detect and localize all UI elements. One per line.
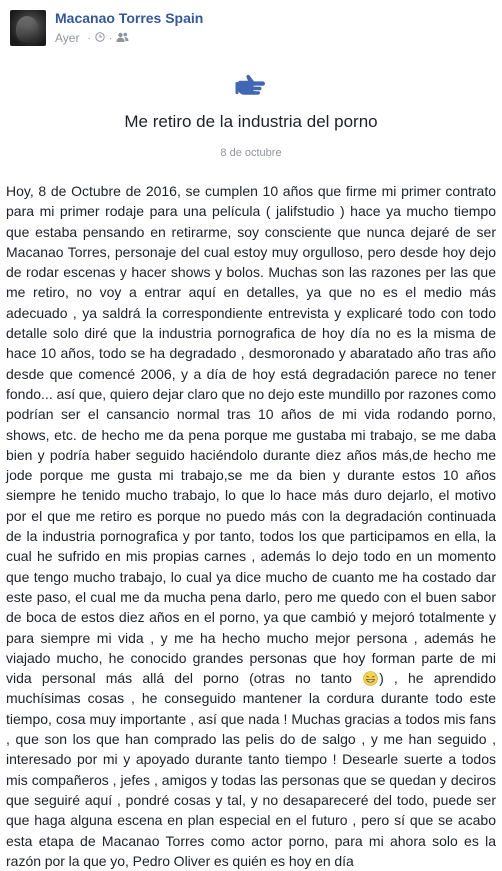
post-timestamp[interactable]: Ayer (55, 31, 80, 45)
avatar-photo (16, 16, 38, 42)
grinning-sweat-emoji (363, 671, 378, 686)
post-header (0, 0, 502, 56)
author-avatar[interactable] (10, 10, 46, 46)
article-date: 8 de octubre (220, 147, 282, 159)
post-meta (55, 31, 129, 45)
article-body-text-2: ) , he aprendido muchísimas cosas , he conseguido mantener la cordura durante todo este tiempo, cosa muy importante , así que nada ! Muchas gracias a todos mis fans , que son los que han comprado las pelis do de salgo , y me han seguido , interesado por mi y apoyado durante tanto tiempo ! Desearle suerte a todos mis compañeros , jefes , amigos y todas las personas que se quedan y deciros que seguiré aquí , pondré cosas y tal, y no desapareceré del todo, puede ser que haga alguna escena en plan especial en el futuro , pero sí que se acabo esta etapa de Macanao Torres como actor porno, para mi ahora solo es la razón por la que yo, Pedro Oliver es quién es hoy en día (6, 670, 496, 869)
meta-separator-2: · (108, 32, 113, 44)
article-title: Me retiro de la industria del porno (124, 112, 378, 131)
friends-audience-icon[interactable] (116, 31, 129, 45)
author-name-link[interactable]: Macanao Torres Spain (55, 10, 204, 26)
meta-separator: · (87, 32, 91, 44)
article-body-text-1: Hoy, 8 de Octubre de 2016, se cumplen 10 años que firme mi primer contrato para mi primer rodaje para una película ( jalifstudio ) hace ya mucho tiempo que estaba pensando en retirarme, soy consciente que nunca dejaré de ser Macanao Torres, personaje del cual estoy muy orgulloso, pero desde hoy dejo de rodar escenas y hacer shows y bolos. Muchas son las razones per las que me retiro, no voy a entrar aquí en detalles, ya que no es el medio más adecuado , ya saldrá la correspondiente entrevista y explicaré todo con todo detalle solo diré que la industria pornografica de hoy día no es la misma de hace 10 años, todo se ha degradado , desmoronado y abaratado año tras año desde que comencé 2006, y a día de hoy está degradación parece no tener fondo... así que, quiero dejar claro que no dejo este mundillo por razones como podrían ser el cansancio normal tras 10 años de mi vida rodando porno, shows, etc. de hecho me da pena porque me gustaba mi trabajo, se me daba bien y podría haber seguido haciéndolo durante diez años más,de hecho me jode porque me gusta mi trabajo,se me da bien y durante estos 10 años siempre he tenido mucho trabajo, lo que lo hace más duro dejarlo, el motivo por el que me retiro es porque no puedo más con la degradación continuada de la industria pornografica y por tanto, todos los que participamos en ella, la cual he sufrido en mis propias carnes , además lo dejo todo en un momento que tengo mucho trabajo, lo cual ya dice mucho de cuanto me ha costado dar este paso, el cual me da mucha pena darlo, pero me quedo con el buen sabor de boca de estos diez años en el porno, ya que cambió y mejoró totalmente y para siempre mi vida , y me ha hecho mucho mejor persona , además he viajado mucho, he conocido grandes personas que hoy forman parte de mi vida personal más allá del porno (otras no tanto (6, 183, 496, 687)
hand-pointing-icon (235, 74, 267, 96)
article-body (6, 181, 496, 871)
clock-icon (95, 31, 105, 45)
